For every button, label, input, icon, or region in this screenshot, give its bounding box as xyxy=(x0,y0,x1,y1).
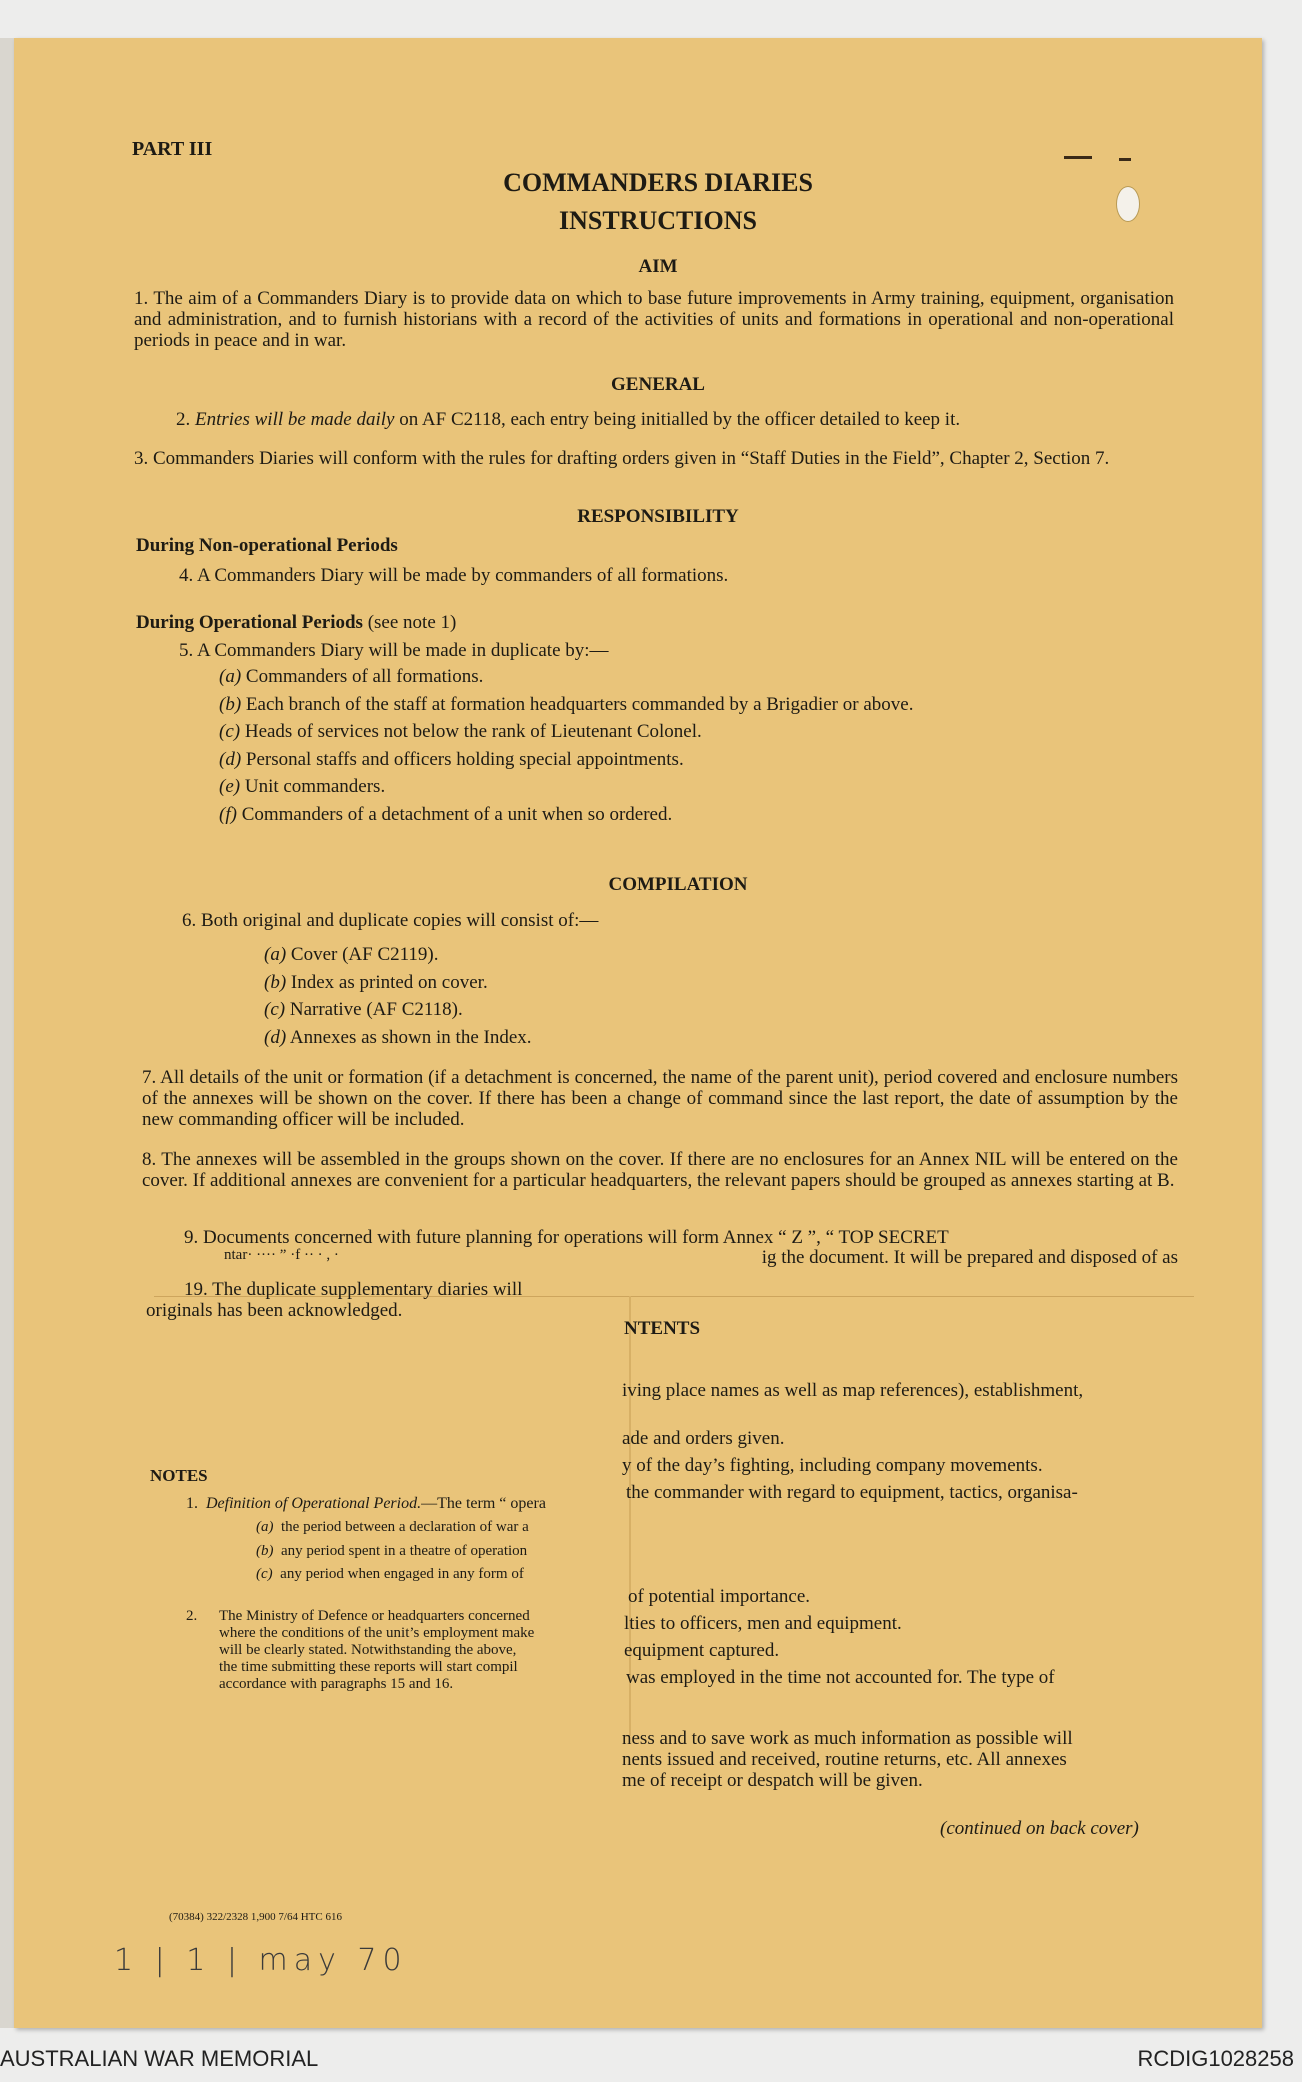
note-line: accordance with paragraphs 15 and 16. xyxy=(219,1676,454,1692)
contents-fragment: ade and orders given. xyxy=(622,1428,785,1449)
section-heading-compilation: COMPILATION xyxy=(608,874,748,895)
contents-fragment: equipment captured. xyxy=(624,1640,780,1661)
paragraph-7: 7. All details of the unit or formation (if a detachment is concerned, the name of the parent unit), period covered and enclosure numbers of the annexes will be shown on the cover. If there has been a change of command since the last report, the date of assumption by the new commanding officer will be included. xyxy=(142,1067,1178,1130)
note-number: 1. xyxy=(186,1495,198,1512)
list-item xyxy=(264,1027,1164,1055)
scan-margin xyxy=(0,38,14,2028)
contents-fragment: nents issued and received, routine returns, etc. All annexes xyxy=(622,1749,1067,1770)
paragraph-4: 4. A Commanders Diary will be made by commanders of all formations. xyxy=(179,565,729,586)
note-line: the time submitting these reports will start compil xyxy=(219,1659,518,1675)
ink-mark xyxy=(1119,158,1131,161)
list-item xyxy=(219,694,1179,722)
item-text: Each branch of the staff at formation headquarters commanded by a Brigadier or above. xyxy=(245,693,914,715)
item-text: Heads of services not below the rank of Lieutenant Colonel. xyxy=(244,721,702,743)
list-item xyxy=(264,972,1164,1000)
paragraph-8: 8. The annexes will be assembled in the groups shown on the cover. If there are no enclosures for an Annex NIL will be entered on the cover. If additional annexes are convenient for a particular headquarters, the relevant papers should be grouped as annexes starting at B. xyxy=(142,1149,1178,1191)
item-key: (e) xyxy=(219,776,241,798)
item-text: any period spent in a theatre of operation xyxy=(281,1542,528,1559)
section-heading-responsibility: RESPONSIBILITY xyxy=(577,506,739,527)
contents-heading-fragment: NTENTS xyxy=(624,1318,701,1339)
list-item xyxy=(219,749,1179,777)
item-text: Cover (AF C2119). xyxy=(290,944,439,965)
list-item xyxy=(256,1519,626,1543)
continued-note: (continued on back cover) xyxy=(940,1818,1139,1839)
emphasis-text: Entries will be made daily xyxy=(195,409,395,430)
compilation-list xyxy=(264,944,1164,1054)
notes-heading: NOTES xyxy=(150,1466,208,1485)
list-item xyxy=(219,804,1179,832)
print-code: (70384) 322/2328 1,900 7/64 HTC 616 xyxy=(169,1911,342,1923)
document-sheet xyxy=(14,38,1262,2028)
paragraph-3: 3. Commanders Diaries will conform with the rules for drafting orders given in “Staff Duties in the Field”, Chapter 2, Section 7. xyxy=(134,448,1110,469)
item-key: (c) xyxy=(264,999,286,1021)
item-text: Commanders of a detachment of a unit when so ordered. xyxy=(241,803,673,825)
paragraph-19: 19. The duplicate supplementary diaries will xyxy=(184,1279,523,1300)
paragraph-2 xyxy=(176,409,1176,430)
item-key: (b) xyxy=(256,1542,274,1559)
paragraph-19-continued: originals has been acknowledged. xyxy=(146,1300,403,1321)
footer-right: RCDIG1028258 xyxy=(1137,2046,1294,2071)
handwritten-date: 1 | 1 | may 70 xyxy=(114,1943,408,1978)
item-key: (f) xyxy=(219,803,237,825)
list-item xyxy=(264,944,1164,972)
section-heading-aim: AIM xyxy=(638,256,678,277)
list-item xyxy=(256,1566,626,1590)
contents-fragment: y of the day’s fighting, including company movements. xyxy=(622,1455,1043,1476)
paragraph-5: 5. A Commanders Diary will be made in duplicate by:— xyxy=(179,640,609,661)
para-text: on AF C2118, each entry being initialled by the officer detailed to keep it. xyxy=(394,409,961,430)
subheading-non-operational: During Non-operational Periods xyxy=(136,535,398,556)
contents-fragment: the commander with regard to equipment, tactics, organisa- xyxy=(626,1482,1078,1503)
list-item xyxy=(256,1543,626,1567)
item-text: Narrative (AF C2118). xyxy=(289,999,463,1021)
list-item xyxy=(219,666,1179,694)
paragraph-1: 1. The aim of a Commanders Diary is to provide data on which to base future improvements in Army training, equipment, organisation and administration, and to furnish historians with a record of the activities of units and formations in operational and non-operational periods in peace and in war. xyxy=(134,288,1174,351)
note-line: The Ministry of Defence or headquarters concerned xyxy=(219,1608,530,1624)
note-2 xyxy=(219,1608,629,1693)
section-heading-general: GENERAL xyxy=(611,374,705,395)
item-key: (c) xyxy=(256,1566,273,1582)
item-key: (d) xyxy=(219,748,242,770)
item-text: the period between a declaration of war a xyxy=(281,1519,529,1535)
item-key: (a) xyxy=(264,944,287,965)
contents-fragment: of potential importance. xyxy=(628,1586,811,1607)
ink-mark xyxy=(1064,156,1092,159)
note-2-number: 2. xyxy=(186,1608,198,1624)
note-1 xyxy=(186,1495,546,1512)
item-text: Annexes as shown in the Index. xyxy=(289,1026,532,1048)
page-subtitle: INSTRUCTIONS xyxy=(559,206,757,235)
item-text: Personal staffs and officers holding special appointments. xyxy=(245,748,684,770)
item-key: (b) xyxy=(264,971,287,993)
list-item xyxy=(219,776,1179,804)
note-text: —The term “ opera xyxy=(421,1495,546,1512)
contents-fragment: ness and to save work as much information as possible will xyxy=(622,1728,1073,1749)
note-line: will be clearly stated. Notwithstanding the above, xyxy=(219,1642,517,1658)
item-text: Index as printed on cover. xyxy=(290,971,488,993)
item-key: (a) xyxy=(219,666,242,687)
note-1-list xyxy=(256,1519,626,1590)
paragraph-9-fragment: ntar· ···· ” ·f ·· · , · xyxy=(224,1247,339,1263)
item-text: Commanders of all formations. xyxy=(245,666,484,687)
subheading-operational xyxy=(136,612,456,634)
footer-left: AUSTRALIAN WAR MEMORIAL xyxy=(0,2046,319,2071)
responsibility-list xyxy=(219,666,1179,832)
paragraph-9: 9. Documents concerned with future planning for operations will form Annex “ Z ”, “ TOP SECRET xyxy=(184,1227,949,1248)
note-emphasis: Definition of Operational Period. xyxy=(206,1495,422,1512)
subheading-note: (see note 1) xyxy=(362,612,457,633)
item-text: any period when engaged in any form of xyxy=(280,1566,524,1582)
contents-fragment: lties to officers, men and equipment. xyxy=(624,1613,902,1634)
list-item xyxy=(264,999,1164,1027)
list-item xyxy=(219,721,1179,749)
page-title: COMMANDERS DIARIES xyxy=(503,168,813,197)
paragraph-9-continued: ig the document. It will be prepared and disposed of as xyxy=(761,1247,1178,1268)
subheading-text: During Operational Periods xyxy=(136,612,363,633)
contents-fragment: me of receipt or despatch will be given. xyxy=(622,1770,923,1791)
item-key: (a) xyxy=(256,1519,274,1535)
paragraph-6: 6. Both original and duplicate copies will consist of:— xyxy=(182,910,599,931)
note-line: where the conditions of the unit’s employment make xyxy=(219,1625,535,1641)
item-key: (b) xyxy=(219,693,242,715)
item-key: (d) xyxy=(264,1026,287,1048)
item-key: (c) xyxy=(219,721,241,743)
part-label: PART III xyxy=(132,138,213,160)
contents-fragment: iving place names as well as map references), establishment, xyxy=(622,1380,1084,1401)
contents-fragment: was employed in the time not accounted for. The type of xyxy=(626,1667,1055,1688)
para-number: 2. xyxy=(176,409,191,430)
item-text: Unit commanders. xyxy=(244,776,386,798)
